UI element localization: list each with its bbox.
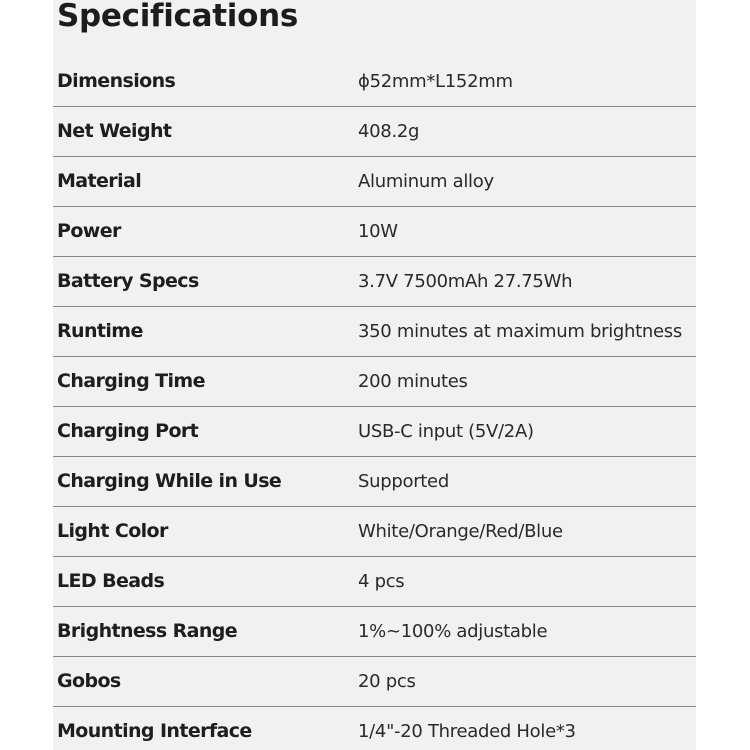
spec-row-dimensions	[53, 57, 696, 107]
spec-row-battery-specs	[53, 257, 696, 307]
spec-row-runtime	[53, 307, 696, 357]
spec-value: 10W	[358, 221, 398, 242]
spec-label: Material	[57, 170, 142, 192]
spec-row-power	[53, 207, 696, 257]
spec-value: USB-C input (5V/2A)	[358, 421, 534, 442]
spec-label: LED Beads	[57, 570, 165, 592]
spec-row-charging-while-in-use	[53, 457, 696, 507]
spec-label: Runtime	[57, 320, 143, 342]
spec-label: Light Color	[57, 520, 168, 542]
spec-value: Supported	[358, 471, 449, 492]
page-title: Specifications	[57, 0, 299, 34]
spec-label: Power	[57, 220, 121, 242]
spec-sheet	[53, 0, 696, 750]
spec-row-light-color	[53, 507, 696, 557]
spec-value: 1%~100% adjustable	[358, 621, 548, 642]
spec-row-net-weight	[53, 107, 696, 157]
spec-label: Charging While in Use	[57, 470, 282, 492]
spec-value: 200 minutes	[358, 371, 468, 392]
spec-row-charging-port	[53, 407, 696, 457]
spec-value: ϕ52mm*L152mm	[358, 71, 513, 92]
spec-row-gobos	[53, 657, 696, 707]
spec-label: Charging Time	[57, 370, 205, 392]
spec-label: Battery Specs	[57, 270, 199, 292]
spec-row-mounting-interface	[53, 707, 696, 750]
spec-value: Aluminum alloy	[358, 171, 494, 192]
spec-value: 350 minutes at maximum brightness	[358, 321, 682, 342]
spec-row-led-beads	[53, 557, 696, 607]
spec-value: 1/4"-20 Threaded Hole*3	[358, 721, 576, 742]
spec-value: 4 pcs	[358, 571, 405, 592]
spec-value: 408.2g	[358, 121, 420, 142]
spec-value: White/Orange/Red/Blue	[358, 521, 563, 542]
spec-label: Charging Port	[57, 420, 199, 442]
spec-row-material	[53, 157, 696, 207]
spec-label: Brightness Range	[57, 620, 238, 642]
spec-row-charging-time	[53, 357, 696, 407]
spec-table	[53, 57, 696, 750]
spec-value: 20 pcs	[358, 671, 416, 692]
spec-row-brightness-range	[53, 607, 696, 657]
spec-label: Mounting Interface	[57, 720, 252, 742]
spec-label: Dimensions	[57, 70, 176, 92]
spec-label: Gobos	[57, 670, 121, 692]
spec-value: 3.7V 7500mAh 27.75Wh	[358, 271, 573, 292]
spec-label: Net Weight	[57, 120, 172, 142]
